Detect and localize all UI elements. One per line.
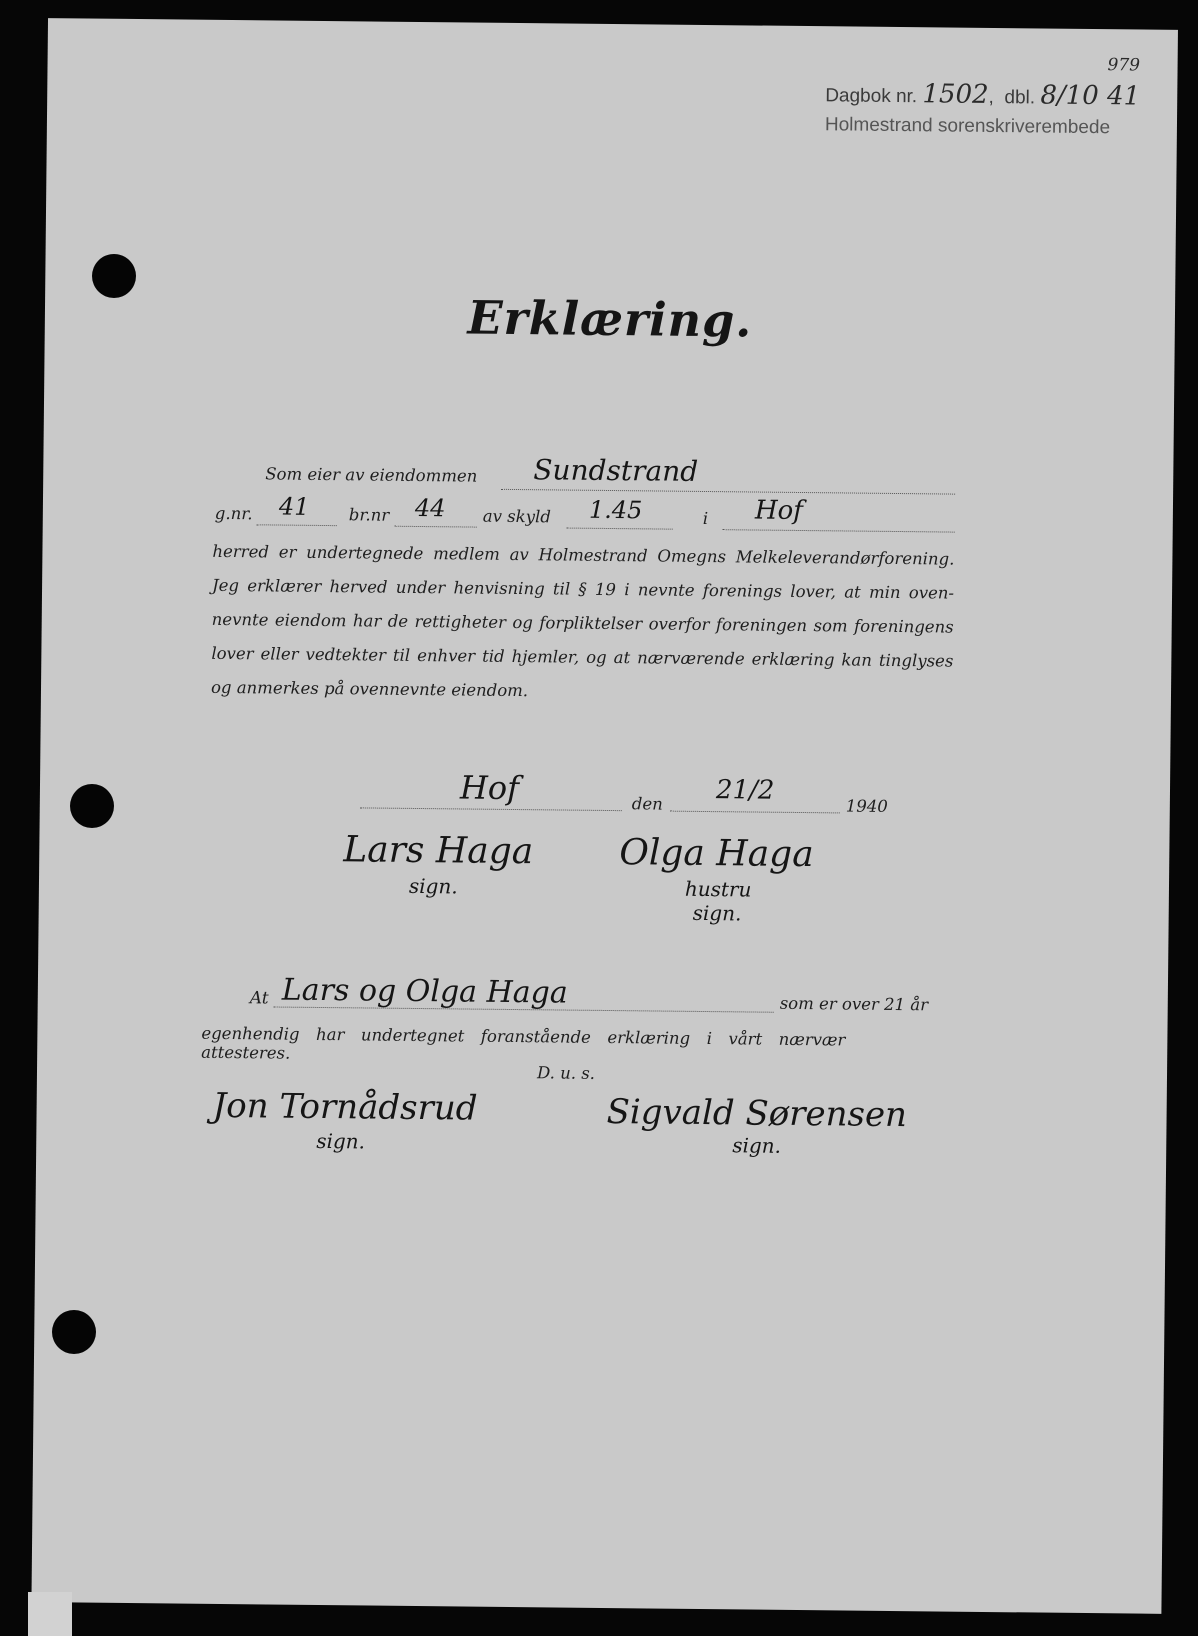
attest-names: Lars og Olga Haga bbox=[281, 972, 568, 1011]
witness-signature-1: Jon Tornådsrud bbox=[212, 1085, 478, 1129]
skyld-dotline bbox=[567, 528, 673, 530]
date-dotline bbox=[670, 811, 840, 814]
owner-signature-2-note-2: sign. bbox=[692, 900, 742, 926]
property-name: Sundstrand bbox=[533, 453, 699, 488]
brnr-dotline bbox=[395, 526, 477, 528]
attest-age-text: som er over 21 år bbox=[779, 993, 929, 1015]
skyld-value: 1.45 bbox=[588, 495, 643, 525]
skyld-label: av skyld bbox=[482, 506, 551, 527]
folio-number: 979 bbox=[1107, 55, 1141, 76]
date-value: 21/2 bbox=[715, 775, 775, 806]
office-name: Holmestrand sorenskriverembede bbox=[824, 114, 1111, 139]
body-line-2: Jeg erklærer herved under henvisning til § 19 i nevnte forenings lover, at min oven- bbox=[212, 575, 955, 603]
gnr-dotline bbox=[257, 524, 337, 526]
herred-value: Hof bbox=[754, 495, 804, 527]
dagbok-label: Dagbok nr. bbox=[825, 85, 918, 108]
document-page bbox=[31, 18, 1178, 1614]
year-value: 1940 bbox=[845, 796, 888, 816]
herred-dotline bbox=[723, 529, 955, 532]
witness-signature-1-note: sign. bbox=[316, 1128, 366, 1154]
owner-signature-2: Olga Haga bbox=[619, 832, 814, 876]
brnr-label: br.nr bbox=[348, 505, 390, 525]
binder-hole-3 bbox=[52, 1310, 96, 1354]
body-line-3: nevnte eiendom har de rettigheter og forpliktelser overfor foreningen som foreningens bbox=[211, 609, 954, 637]
document-title: Erklæring. bbox=[467, 290, 753, 348]
gnr-value: 41 bbox=[278, 492, 310, 521]
place-value: Hof bbox=[459, 768, 520, 808]
property-dotline bbox=[501, 489, 955, 495]
body-line-4: lover eller vedtekter til enhver tid hjemler, og at nærværende erklæring kan tinglyses bbox=[211, 643, 954, 671]
at-label: At bbox=[249, 988, 269, 1009]
owner-label: Som eier av eiendommen bbox=[265, 464, 478, 486]
binder-hole-1 bbox=[92, 254, 136, 298]
place-dotline bbox=[360, 807, 622, 811]
witness-signature-2: Sigvald Sørensen bbox=[606, 1091, 908, 1136]
brnr-value: 44 bbox=[414, 493, 446, 523]
binder-hole-2 bbox=[70, 784, 114, 828]
witness-signature-2-note: sign. bbox=[732, 1133, 782, 1158]
body-line-1: herred er undertegnede medlem av Holmestrand Omegns Melkeleverandørforening. bbox=[212, 541, 955, 569]
dbl-date: 8/10 41 bbox=[1040, 80, 1141, 112]
body-line-5: og anmerkes på ovennevnte eiendom. bbox=[210, 677, 529, 701]
dagbok-stamp: Dagbok nr. 1502, dbl. 8/10 41 bbox=[825, 79, 1141, 112]
owner-signature-1-note: sign. bbox=[408, 873, 458, 899]
dus-text: D. u. s. bbox=[536, 1063, 596, 1083]
owner-signature-2-note-1: hustru bbox=[684, 876, 752, 902]
gnr-label: g.nr. bbox=[214, 503, 253, 524]
attest-line-2: egenhendig har undertegnet foranstående erklæring i vårt nærvær attesteres. bbox=[201, 1023, 846, 1063]
i-label: i bbox=[702, 508, 709, 529]
dbl-label: dbl. bbox=[1004, 87, 1036, 109]
scan-edge-tab bbox=[28, 1592, 72, 1636]
den-label: den bbox=[631, 794, 663, 814]
dagbok-number: 1502 bbox=[922, 79, 989, 110]
owner-signature-1: Lars Haga bbox=[343, 829, 534, 873]
